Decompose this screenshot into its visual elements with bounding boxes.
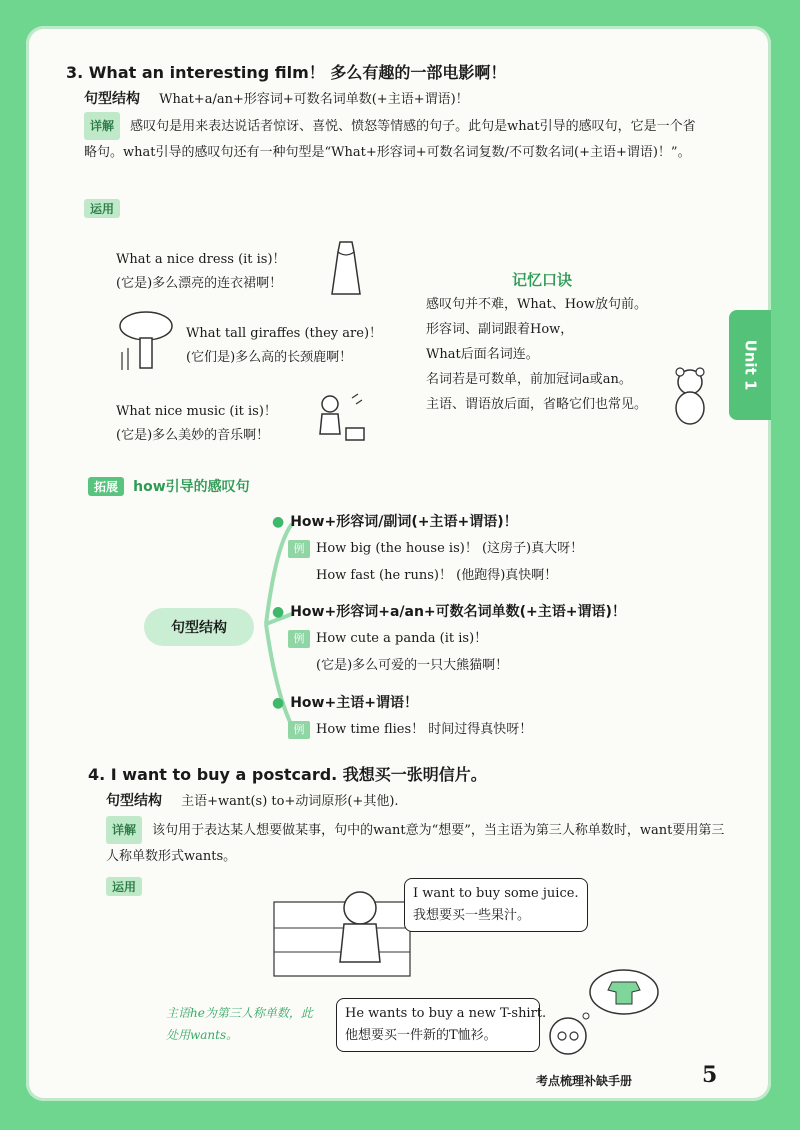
how-bullet-1-example-1: 例 How big (the house is)！ (这房子)真大呀！ (288, 537, 583, 558)
example-music: What nice music (it is)！ (它是)多么美妙的音乐啊！ (116, 404, 277, 443)
section3-use-tag: 运用 (84, 198, 120, 218)
tree-icon (116, 308, 176, 372)
how-bullet-2-example-2: (它是)多么可爱的一只大熊猫啊！ (316, 658, 509, 673)
section4-detail: 详解 该句用于表达某人想要做某事，句中的want意为“想要”，当主语为第三人称单数时，want要用第三人称单数形式wants。 (106, 816, 726, 870)
example-dress: What a nice dress (it is)！ (它是)多么漂亮的连衣裙啊！ (116, 252, 286, 291)
page-sheet (26, 26, 771, 1101)
speech-bubble-tshirt: He wants to buy a new T-shirt. 他想要买一件新的T恤衫。 (336, 998, 540, 1052)
mnemonic-title: 记忆口诀 (512, 271, 573, 289)
dress-icon (326, 238, 366, 298)
mnemonic-lines: 感叹句并不难，What、How放句前。 形容词、副词跟着How， What后面名词连。 名词若是可数单，前加冠词a或an。 主语、谓语放后面，省略它们也常见。 (426, 297, 648, 412)
section3-structure (84, 88, 469, 108)
extension-header (88, 476, 250, 496)
structure-label: 句型结构 (84, 91, 140, 107)
how-bullet-3: ● How+主语+谓语！ (272, 695, 418, 711)
shop-girl-icon (272, 882, 412, 978)
detail-text: 感叹句是用来表达说话者惊讶、喜悦、愤怒等情感的句子。此句是what引导的感叹句，它是一个省略句。what引导的感叹句还有一种句型是“What+形容词+可数名词复数/不可数名词(+主语+谓语)！”。 (84, 119, 696, 160)
how-bullet-1-example-2: How fast (he runs)！ (他跑得)真快啊！ (316, 568, 558, 583)
mindmap-center: 句型结构 (144, 608, 254, 646)
unit-tab-label: Unit 1 (741, 339, 759, 391)
section3-title: 3. What an interesting film！ 多么有趣的一部电影啊！ (66, 63, 507, 82)
how-bullet-2: ● How+形容词+a/an+可数名词单数(+主语+谓语)！ (272, 604, 626, 620)
extension-tag: 拓展 (88, 477, 124, 496)
structure-text: What+a/an+形容词+可数名词单数(+主语+谓语)！ (159, 92, 469, 107)
page-number: 5 (702, 1062, 718, 1088)
section4-structure: 句型结构 主语+want(s) to+动词原形(+其他). (106, 793, 399, 809)
boy-tshirt-icon (532, 966, 662, 1066)
extension-title: how引导的感叹句 (133, 479, 250, 495)
section4-note: 主语he为第三人称单数，此处用wants。 (166, 1006, 313, 1042)
music-listener-icon (312, 390, 372, 446)
bear-icon (666, 366, 714, 426)
unit-side-tab (729, 310, 771, 420)
how-bullet-1: ● How+形容词/副词(+主语+谓语)！ (272, 514, 518, 530)
how-bullet-2-example-1: 例 How cute a panda (it is)！ (288, 627, 487, 648)
footer-book-title: 考点梳理补缺手册 (536, 1074, 633, 1088)
how-bullet-3-example-1: 例 How time flies！ 时间过得真快呀！ (288, 718, 532, 739)
section3-detail (84, 112, 704, 166)
example-giraffes: What tall giraffes (they are)！ (它们是)多么高的长颈鹿啊！ (186, 326, 383, 365)
section4-title: 4. I want to buy a postcard. 我想买一张明信片。 (88, 765, 487, 784)
detail-tag: 详解 (84, 112, 120, 140)
section4-use-tag: 运用 (106, 876, 142, 896)
speech-bubble-juice: I want to buy some juice. 我想要买一些果汁。 (404, 878, 588, 932)
